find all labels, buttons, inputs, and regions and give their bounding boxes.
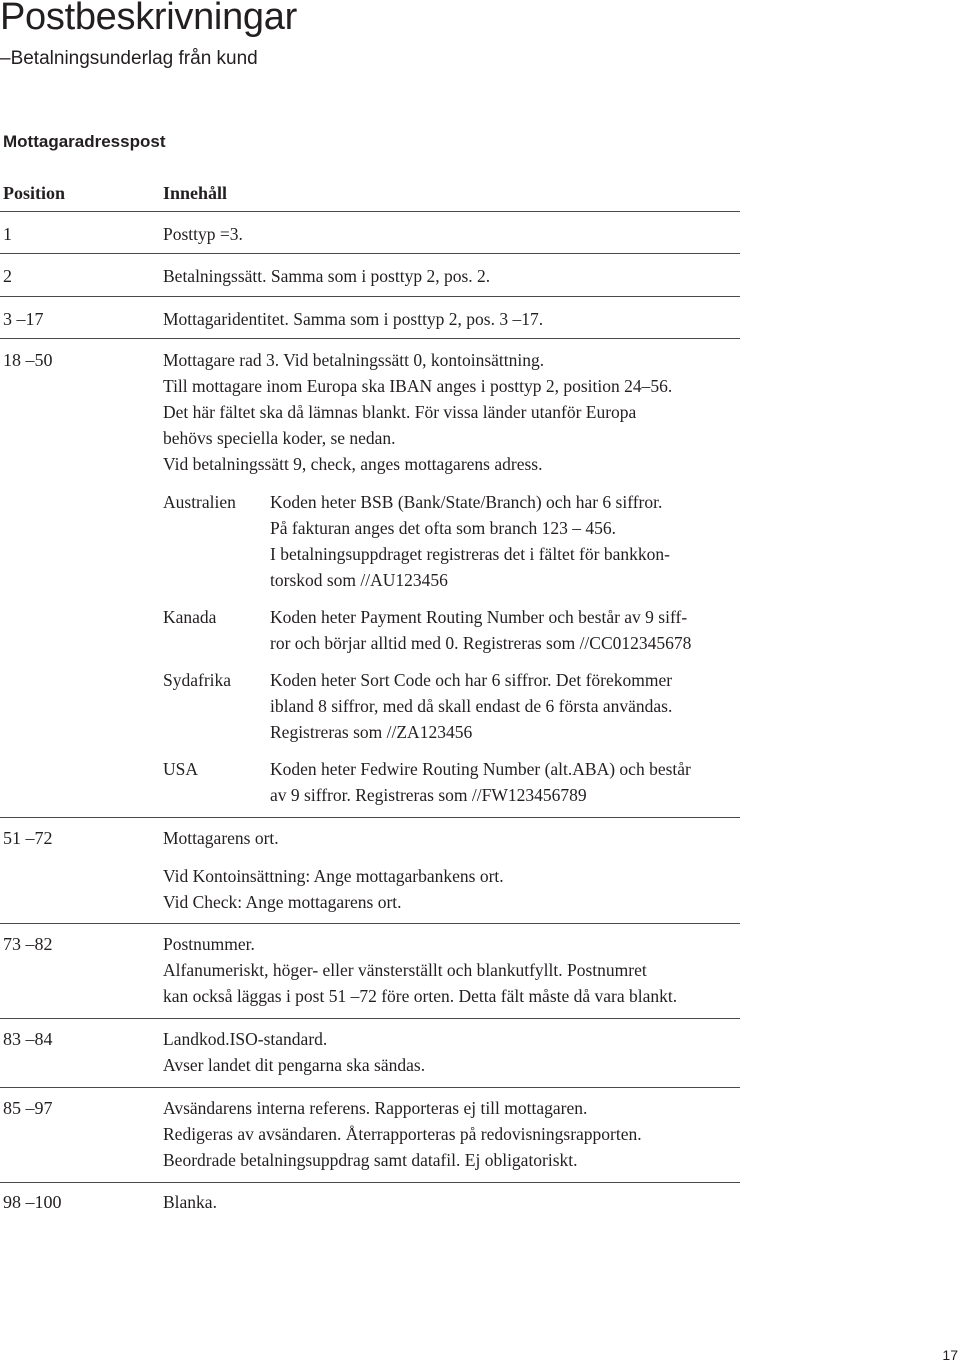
country-description-line: Koden heter Fedwire Routing Number (alt.ABA) och består (270, 759, 691, 779)
row-divider (0, 253, 740, 254)
row-content-line: Blanka. (163, 1192, 217, 1212)
row-divider (0, 923, 740, 924)
country-description-line: På fakturan anges det ofta som branch 123 – 456. (270, 518, 617, 538)
row-position: 2 (3, 266, 12, 286)
row-content-line: Redigeras av avsändaren. Återrapporteras på redovisningsrapporten. (163, 1124, 642, 1144)
row-content-line: Landkod.ISO-standard. (163, 1029, 328, 1049)
row-divider (0, 1087, 740, 1088)
country-label-kanada: Kanada (163, 607, 217, 627)
row-position: 18 –50 (3, 350, 53, 370)
row-position: 3 –17 (3, 309, 44, 329)
section-heading: Mottagaradresspost (3, 132, 166, 151)
row-content-line: Postnummer. (163, 934, 255, 954)
row-position: 1 (3, 224, 12, 244)
table-header (0, 183, 740, 213)
country-label-usa: USA (163, 759, 199, 779)
row-divider (0, 1182, 740, 1183)
row-content-line: Vid Kontoinsättning: Ange mottagarbankens ort. (163, 866, 504, 886)
header-divider (0, 211, 740, 212)
row-content-line: Vid Check: Ange mottagarens ort. (163, 892, 402, 912)
row-position: 98 –100 (3, 1192, 62, 1212)
country-description-line: av 9 siffror. Registreras som //FW123456789 (270, 785, 587, 805)
country-description-line: Koden heter BSB (Bank/State/Branch) och har 6 siffror. (270, 492, 663, 512)
row-content-line: kan också läggas i post 51 –72 före orten. Detta fält måste då vara blankt. (163, 986, 678, 1006)
row-content-line: Avser landet dit pengarna ska sändas. (163, 1055, 426, 1075)
country-label-sydafrika: Sydafrika (163, 670, 232, 690)
content-column-header: Innehåll (163, 183, 228, 203)
row-content-line: Vid betalningssätt 9, check, anges mottagarens adress. (163, 454, 543, 474)
page-number: 17 (942, 1347, 958, 1363)
row-content-line: Alfanumeriskt, höger- eller vänsterställt och blankutfyllt. Postnumret (163, 960, 647, 980)
row-content-line: Mottagaridentitet. Samma som i posttyp 2, pos. 3 –17. (163, 309, 544, 329)
country-description-line: torskod som //AU123456 (270, 570, 448, 590)
row-divider (0, 1018, 740, 1019)
country-label-australien: Australien (163, 492, 236, 512)
country-description-line: Koden heter Payment Routing Number och består av 9 siff- (270, 607, 688, 627)
row-position: 51 –72 (3, 828, 53, 848)
row-content-line: Till mottagare inom Europa ska IBAN anges i posttyp 2, position 24–56. (163, 376, 673, 396)
page-subtitle: –Betalningsunderlag från kund (0, 48, 258, 69)
row-position: 85 –97 (3, 1098, 53, 1118)
row-position: 83 –84 (3, 1029, 53, 1049)
row-content-line: behövs speciella koder, se nedan. (163, 428, 396, 448)
row-content-line: Det här fältet ska då lämnas blankt. För vissa länder utanför Europa (163, 402, 637, 422)
row-divider (0, 296, 740, 297)
row-divider (0, 338, 740, 339)
country-description-line: ror och börjar alltid med 0. Registreras som //CC012345678 (270, 633, 692, 653)
country-description-line: Registreras som //ZA123456 (270, 722, 473, 742)
country-description-line: Koden heter Sort Code och har 6 siffror. Det förekommer (270, 670, 673, 690)
row-content-line: Betalningssätt. Samma som i posttyp 2, pos. 2. (163, 266, 491, 286)
row-content-line: Avsändarens interna referens. Rapporteras ej till mottagaren. (163, 1098, 588, 1118)
country-description-line: I betalningsuppdraget registreras det i fältet för bankkon- (270, 544, 670, 564)
row-content-line: Beordrade betalningsuppdrag samt datafil. Ej obligatoriskt. (163, 1150, 578, 1170)
row-content-line: Posttyp =3. (163, 224, 243, 244)
position-column-header: Position (3, 183, 66, 203)
page-title: Postbeskrivningar (0, 0, 297, 38)
row-content-line: Mottagarens ort. (163, 828, 279, 848)
row-content-line: Mottagare rad 3. Vid betalningssätt 0, kontoinsättning. (163, 350, 545, 370)
row-position: 73 –82 (3, 934, 53, 954)
row-divider (0, 817, 740, 818)
country-description-line: ibland 8 siffror, med då skall endast de 6 första användas. (270, 696, 673, 716)
